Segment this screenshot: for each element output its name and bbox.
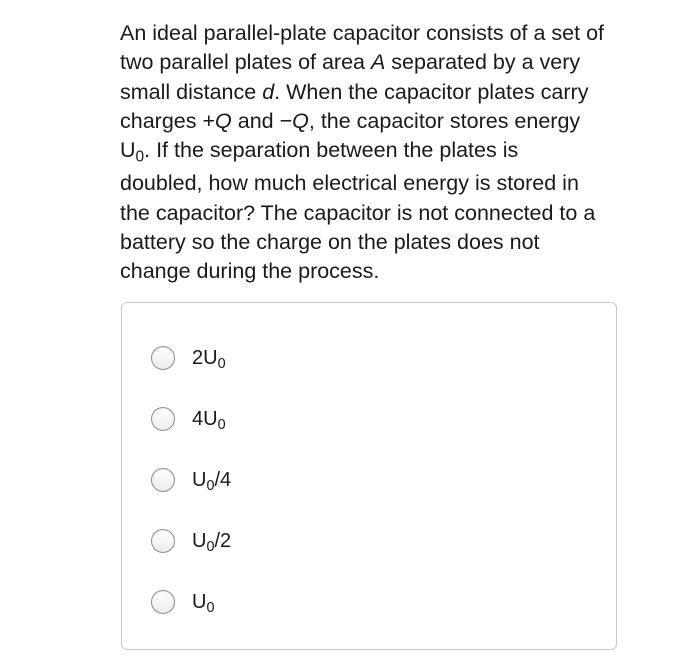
- option-u0-over-2[interactable]: [151, 526, 231, 556]
- radio-button[interactable]: [151, 346, 175, 370]
- radio-button[interactable]: [151, 407, 175, 431]
- option-label: $4U_0$: [192, 408, 226, 434]
- question-text: [120, 19, 660, 287]
- option-u0[interactable]: [151, 587, 214, 617]
- question-line-4: charges +Q and −Q, the capacitor stores energy: [120, 108, 581, 133]
- option-label: $U_0/2$: [192, 530, 232, 556]
- option-2u0[interactable]: [151, 343, 226, 373]
- option-u0-over-4[interactable]: [151, 465, 231, 495]
- question-line-1: An ideal parallel-plate capacitor consists of a set of: [120, 21, 605, 45]
- question-line-9: change during the process.: [120, 259, 380, 284]
- radio-button[interactable]: [151, 590, 175, 614]
- question-line-8: battery so the charge on the plates does not: [120, 230, 540, 255]
- question-line-6: doubled, how much electrical energy is stored in: [120, 171, 579, 196]
- radio-button[interactable]: [151, 529, 175, 553]
- option-label: $U_0/4$: [192, 469, 232, 495]
- question-line-7: the capacitor? The capacitor is not connected to a: [120, 200, 596, 225]
- radio-button[interactable]: [151, 468, 175, 492]
- option-4u0[interactable]: [151, 404, 226, 434]
- question-line-3: small distance d. When the capacitor plates carry: [120, 79, 589, 104]
- option-label: $2U_0$: [192, 347, 226, 373]
- question-line-5: $U_0$. If the separation between the plates is: [120, 138, 519, 166]
- question-line-2: two parallel plates of area A separated by a very: [120, 50, 581, 75]
- option-label: $U_0$: [192, 591, 215, 617]
- answer-options-box: [121, 302, 617, 650]
